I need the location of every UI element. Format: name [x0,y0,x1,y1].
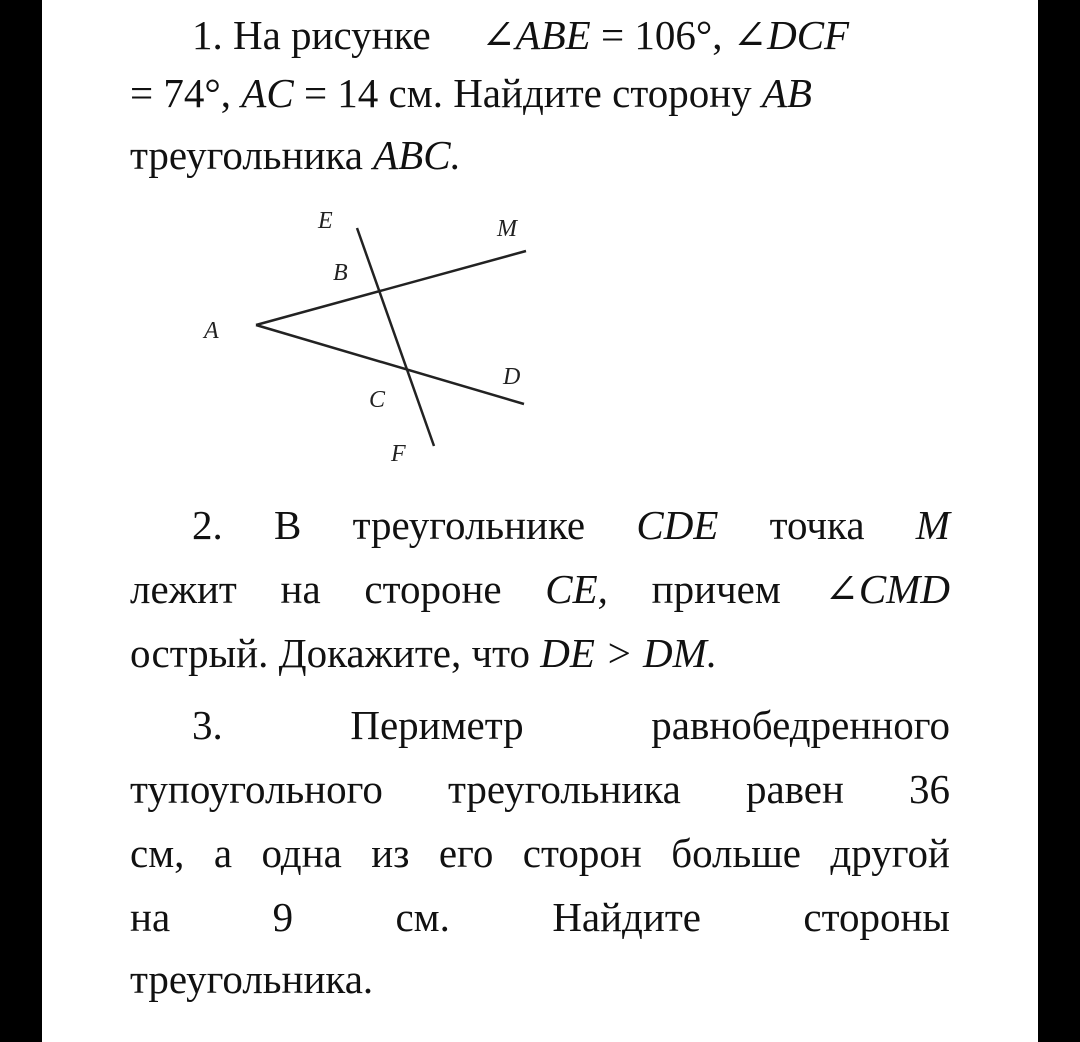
problem2-line2: лежит на стороне CE, причем ∠CMD [130,566,950,612]
problem3-line2: тупоугольного треугольника равен 36 [130,766,950,812]
problem3-number: 3. [192,702,223,748]
side-ab: AB [761,70,812,116]
label-a: A [204,318,219,344]
line-ef [357,228,434,446]
angle-dcf: ∠DCF [732,12,850,58]
ray-am [256,251,526,325]
segment-ac: AC [241,70,294,116]
problem1-line1: 1. На рисунке ∠ABE = 106°, ∠DCF [192,12,850,58]
problem3-line3: см, а одна из его сторон больше другой [130,830,950,876]
angle-abe: ∠ABE [481,12,591,58]
label-d: D [503,364,521,390]
problem3-line1: 3. Периметр равнобедренного [192,702,950,748]
problem3-line4: на 9 см. Найдите стороны [130,894,950,940]
problem1-line2: = 74°, AC = 14 см. Найдите сторону AB [130,70,812,116]
ray-ad [256,325,524,404]
point-m: M [915,502,950,548]
problem2-line1: 2. В треугольнике CDE точка M [192,502,950,548]
label-c: C [369,387,386,413]
triangle-abc: ABC. [373,132,461,178]
label-b: B [333,260,348,286]
angle-cmd: ∠CMD [824,566,950,612]
problem3-line5: треугольника. [130,956,374,1002]
label-f: F [391,441,406,467]
label-m: M [497,216,517,242]
label-e: E [318,208,333,234]
side-ce: CE, [545,566,608,612]
problem2-line3: острый. Докажите, что DE > DM. [130,630,718,676]
triangle-cde: CDE [636,502,719,548]
problem1-number: 1. [192,12,223,58]
inequality-de-dm: DE > DM. [540,630,718,676]
problem2-number: 2. [192,502,223,548]
problem1-line3: треугольника ABC. [130,132,461,178]
